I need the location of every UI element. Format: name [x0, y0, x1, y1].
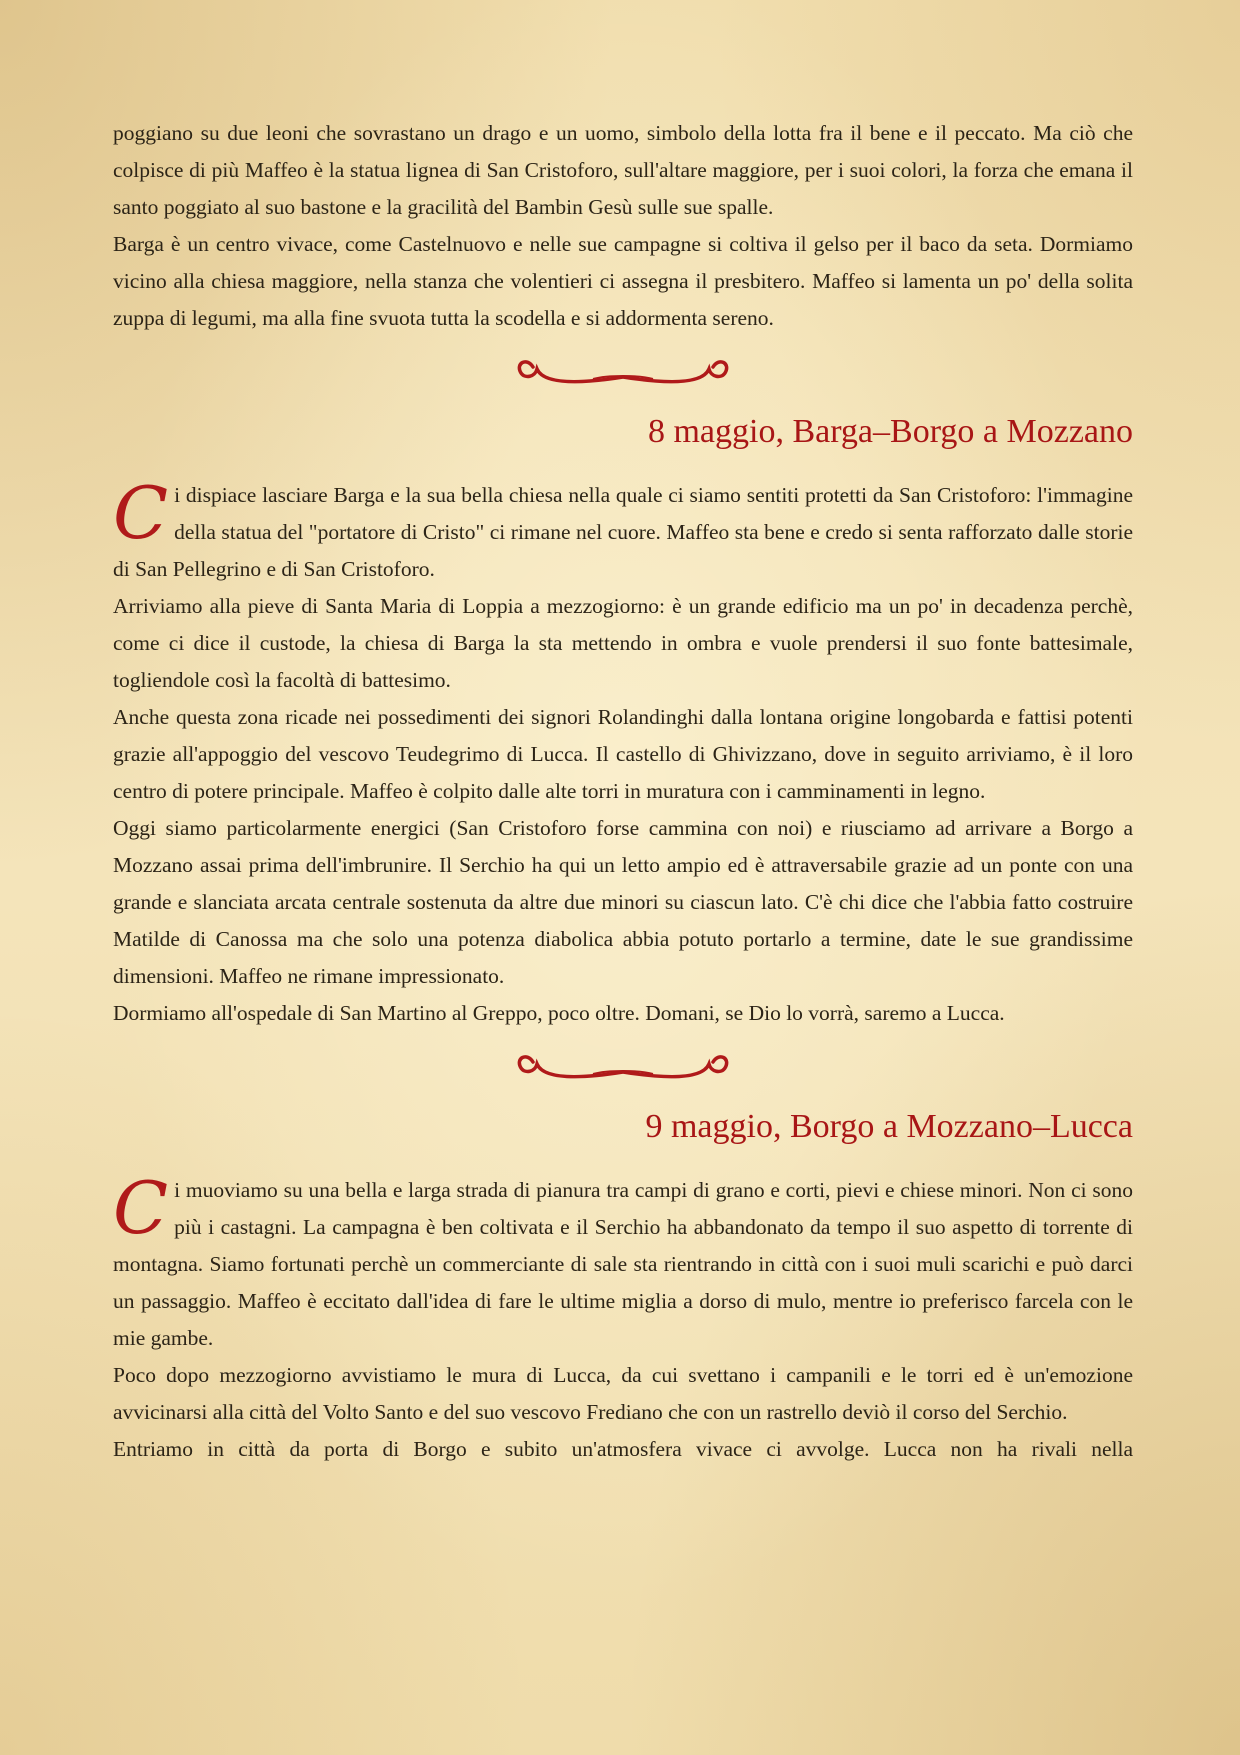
flourish-divider-icon [513, 1044, 733, 1090]
section2-paragraph-3: Entriamo in città da porta di Borgo e subito un'atmosfera vivace ci avvolge. Lucca non ha rivali nella [113, 1437, 1133, 1461]
section-title-8-maggio: 8 maggio, Barga–Borgo a Mozzano [647, 413, 1133, 450]
dropcap-letter: C [113, 1166, 169, 1250]
dropcap-letter: C [113, 471, 169, 555]
flourish-divider-icon [513, 349, 733, 395]
text-body [113, 115, 1133, 1468]
section2-first-paragraph-text: i muoviamo su una bella e larga strada di pianura tra campi di grano e corti, pievi e chiese minori. Non ci sono più i castagni. La campagna è ben coltivata e il Serchio ha abbandonato da tempo il suo aspetto di torrente di montagna. Siamo fortunati perchè un commerciante di sale sta rientrando in città con i suoi muli scarichi e può darci un passaggio. Maffeo è eccitato dall'idea di fare le ultime miglia a dorso di mulo, mentre io preferisco farcela con le mie gambe. [113, 1178, 1133, 1350]
section1-paragraph-4: Oggi siamo particolarmente energici (San Cristoforo forse cammina con noi) e riusciamo ad arrivare a Borgo a Mozzano assai prima dell'imbrunire. Il Serchio ha qui un letto ampio ed è attraversabile grazie ad un ponte con una grande e slanciata arcata centrale sostenuta da altre due minori su ciascun lato. C'è chi dice che l'abbia fatto costruire Matilde di Canossa ma che solo una potenza diabolica abbia potuto portarlo a termine, date le sue grandissime dimensioni. Maffeo ne rimane impressionato. [113, 816, 1133, 988]
section2-first-paragraph [113, 1166, 1133, 1357]
section-title-9-maggio: 9 maggio, Borgo a Mozzano–Lucca [645, 1108, 1133, 1145]
section1-paragraph-5: Dormiamo all'ospedale di San Martino al Greppo, poco oltre. Domani, se Dio lo vorrà, saremo a Lucca. [113, 1001, 1005, 1025]
section1-paragraph-3: Anche questa zona ricade nei possedimenti dei signori Rolandinghi dalla lontana origine longobarda e fattisi potenti grazie all'appoggio del vescovo Teudegrimo di Lucca. Il castello di Ghivizzano, dove in seguito arriviamo, è il loro centro di potere principale. Maffeo è colpito dalle alte torri in muratura con i camminamenti in legno. [113, 705, 1133, 803]
intro-paragraph-2: Barga è un centro vivace, come Castelnuovo e nelle sue campagne si coltiva il gelso per il baco da seta. Dormiamo vicino alla chiesa maggiore, nella stanza che volentieri ci assegna il presbitero. Maffeo si lamenta un po' della solita zuppa di legumi, ma alla fine svuota tutta la scodella e si addormenta sereno. [113, 232, 1133, 330]
intro-paragraph-1: poggiano su due leoni che sovrastano un drago e un uomo, simbolo della lotta fra il bene e il peccato. Ma ciò che colpisce di più Maffeo è la statua lignea di San Cristoforo, sull'altare maggiore, per i suoi colori, la forza che emana il santo poggiato al suo bastone e la gracilità del Bambin Gesù sulle sue spalle. [113, 121, 1133, 219]
section1-first-paragraph-text: i dispiace lasciare Barga e la sua bella chiesa nella quale ci siamo sentiti protetti da San Cristoforo: l'immagine della statua del "portatore di Cristo" ci rimane nel cuore. Maffeo sta bene e credo si senta rafforzato dalle storie di San Pellegrino e di San Cristoforo. [113, 483, 1133, 581]
section1-first-paragraph [113, 471, 1133, 588]
section1-paragraph-2: Arriviamo alla pieve di Santa Maria di Loppia a mezzogiorno: è un grande edificio ma un po' in decadenza perchè, come ci dice il custode, la chiesa di Barga la sta mettendo in ombra e vuole prendersi il suo fonte battesimale, togliendole così la facoltà di battesimo. [113, 594, 1133, 692]
section2-paragraph-2: Poco dopo mezzogiorno avvistiamo le mura di Lucca, da cui svettano i campanili e le torri ed è un'emozione avvicinarsi alla città del Volto Santo e del suo vescovo Frediano che con un rastrello deviò il corso del Serchio. [113, 1363, 1133, 1424]
